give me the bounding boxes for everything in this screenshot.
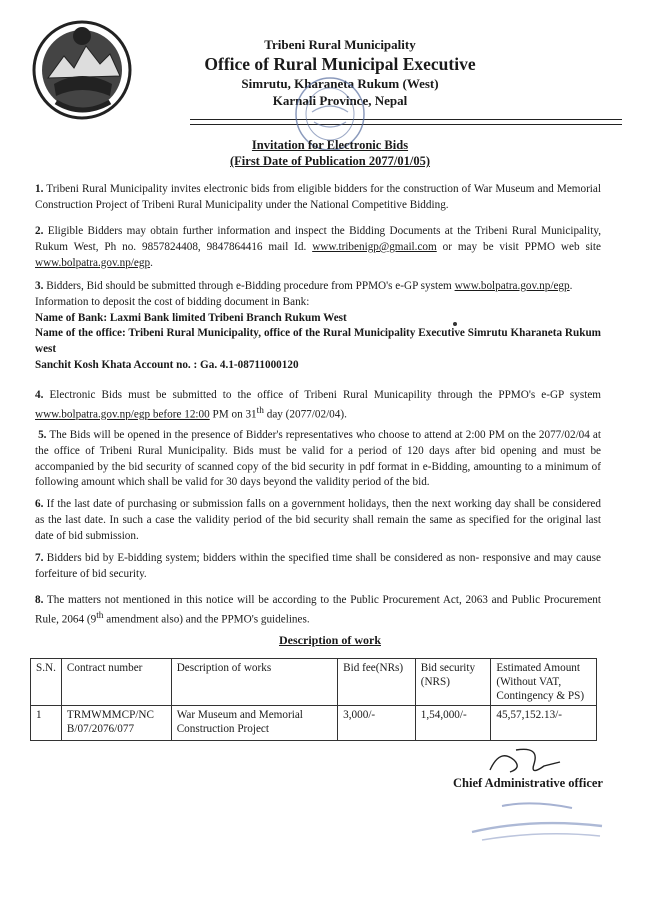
paragraph-text: Tribeni Rural Municipality invites electronic bids from eligible bidders for the construction of War Museum and Memorial Construction Project of Tribeni Rural Municipality under the National Competitive Bidding. <box>35 183 601 211</box>
paragraph-text: . <box>150 256 153 269</box>
paragraph-text: or may be visit PPMO web site <box>436 240 601 253</box>
account-number: Sanchit Kosh Khata Account no. : Ga. 4.1-08711000120 <box>35 358 299 371</box>
bank-info-label: Information to deposit the cost of bidding document in Bank: <box>35 295 310 308</box>
paragraph-1 <box>35 182 601 214</box>
egp-deadline-link[interactable]: www.bolpatra.gov.np/egp before 12:00 <box>35 408 210 421</box>
superscript: th <box>256 405 264 416</box>
table-cell: 3,000/- <box>338 706 416 741</box>
paragraph-2 <box>35 224 601 271</box>
nepal-emblem-icon <box>26 18 138 122</box>
paragraph-text: The Bids will be opened in the presence of Bidder's representatives who choose to attend at 2:00 PM on the 2077/02/04 at the office of Tribeni Rural Municipality. Bids must be valid for a period of 120 days after bid opening and must be accompanied by the bid security of scanned copy of the bid security in pdf format in e-Bidding, amounting to a minimum of following amount which shall be valid for 30 days beyond the validity period of the bid. <box>35 429 602 489</box>
paragraph-number: 8. <box>35 594 44 606</box>
table-row <box>31 706 597 741</box>
paragraph-number: 2. <box>35 225 44 237</box>
officer-stamp <box>462 796 612 846</box>
paragraph-number: 4. <box>35 389 44 401</box>
paragraph-7 <box>35 551 601 583</box>
column-header: Contract number <box>61 659 171 706</box>
header-line-office: Office of Rural Municipal Executive <box>204 54 476 74</box>
table-cell: TRMWMMCP/NC B/07/2076/077 <box>61 706 171 741</box>
paragraph-3 <box>35 279 601 374</box>
column-header: Bid fee(NRs) <box>338 659 416 706</box>
header-line-municipality: Tribeni Rural Municipality <box>264 37 416 52</box>
work-table <box>30 658 597 741</box>
paragraph-4 <box>35 388 601 423</box>
header-line-address: Simrutu, Kharaneta Rukum (West) <box>241 76 439 91</box>
paragraph-number: 6. <box>35 498 44 510</box>
column-header: Bid security (NRS) <box>415 659 491 706</box>
paragraph-text: Bidders, Bid should be submitted through e-Bidding procedure from PPMO's e-GP system <box>43 280 455 292</box>
table-cell: 45,57,152.13/- <box>491 706 597 741</box>
paragraph-text: The matters not mentioned in this notice will be according to the Public Procurement Act, 2063 and Public Procurement Rule, 2064 (9 <box>35 594 601 626</box>
paragraph-number: 3. <box>35 280 44 292</box>
header-divider <box>190 119 622 120</box>
table-cell: War Museum and Memorial Construction Project <box>171 706 337 741</box>
table-cell: 1 <box>31 706 62 741</box>
table-cell: 1,54,000/- <box>415 706 491 741</box>
paragraph-text: day (2077/02/04). <box>263 408 347 421</box>
paragraph-number: 1. <box>35 183 44 195</box>
paragraph-text: Eligible Bidders may obtain further information and inspect the Bidding Documents at the Tribeni Rural Municipality, Rukum West, Ph no. 9857824408, 9847864416 mail Id. <box>35 225 601 253</box>
column-header: Estimated Amount (Without VAT, Contingency & PS) <box>491 659 597 706</box>
notice-title: Invitation for Electronic Bids <box>251 138 409 152</box>
paragraph-3-intro <box>35 279 601 295</box>
paragraph-number: 5. <box>38 429 47 441</box>
email-link[interactable]: www.tribenigp@gmail.com <box>312 240 437 253</box>
paragraph-8 <box>35 593 601 628</box>
description-of-work-title: Description of work <box>279 633 381 647</box>
paragraph-text: If the last date of purchasing or submission falls on a government holidays, then the next working day shall be considered as the last date. In such a case the validity period of the bid security shall remain the same as specified for the original last date of bid submission. <box>35 498 601 542</box>
designation: Chief Administrative officer <box>453 776 603 790</box>
column-header: Description of works <box>171 659 337 706</box>
paragraph-5 <box>35 428 601 491</box>
paragraph-text: Electronic Bids must be submitted to the office of Tribeni Rural Municapility through the PPMO's e-GP system <box>43 389 601 401</box>
paragraph-text: PM on 31 <box>209 408 257 421</box>
column-header: S.N. <box>31 659 62 706</box>
bank-name: Name of Bank: Laxmi Bank limited Tribeni Branch Rukum West <box>35 311 347 324</box>
publication-date: (First Date of Publication 2077/01/05) <box>230 154 430 168</box>
paragraph-text: Bidders bid by E-bidding system; bidders within the specified time shall be considered as non- responsive and may cause forfeiture of bid security. <box>35 552 601 580</box>
office-name: Name of the office: Tribeni Rural Municipality, office of the Rural Municipality Executive Simrutu Kharaneta Rukum west <box>35 327 601 356</box>
paragraph-6 <box>35 497 601 544</box>
paragraph-text: . <box>569 280 573 292</box>
table-header-row <box>31 659 597 706</box>
ppmo-website-link[interactable]: www.bolpatra.gov.np/egp <box>35 256 151 269</box>
superscript: th <box>96 610 104 621</box>
paragraph-number: 7. <box>35 552 44 564</box>
paragraph-text: amendment also) and the PPMO's guidelines. <box>103 613 310 626</box>
header-divider-thin <box>190 124 622 125</box>
stray-dot <box>453 322 457 326</box>
egp-link[interactable]: www.bolpatra.gov.np/egp <box>454 280 570 292</box>
header-line-province: Karnali Province, Nepal <box>272 93 408 108</box>
